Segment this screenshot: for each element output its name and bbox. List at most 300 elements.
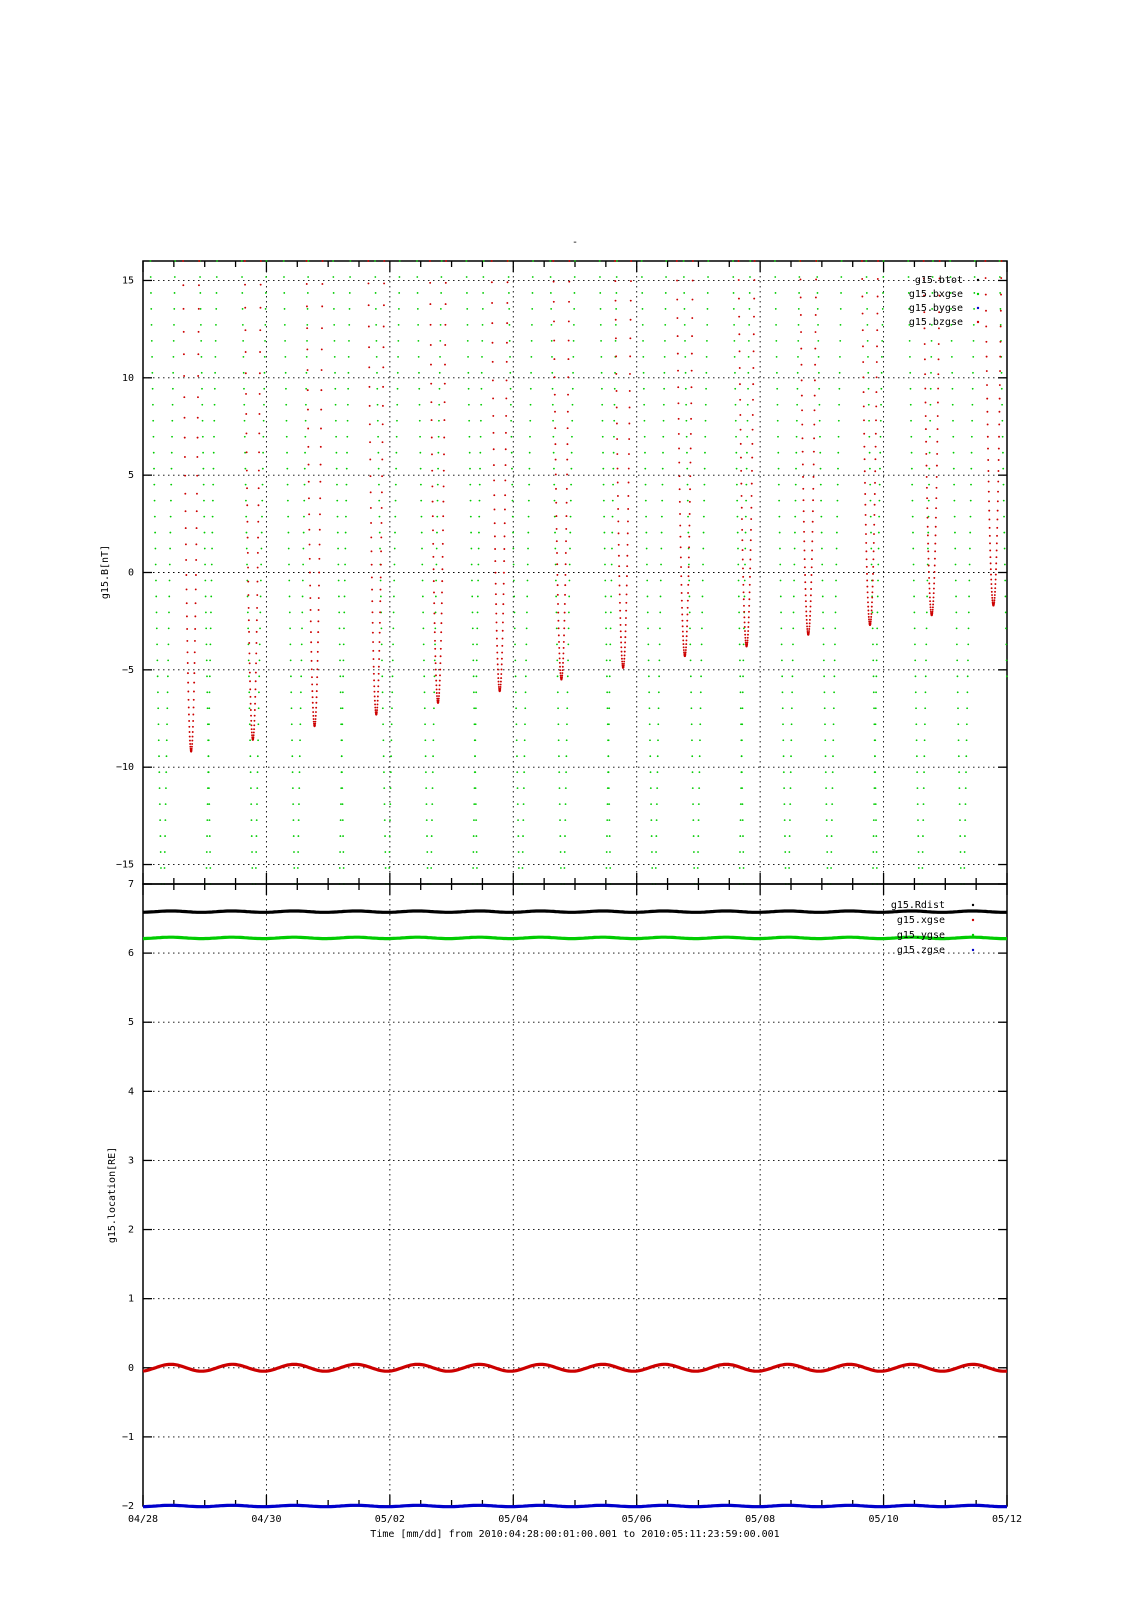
bxgse-point (375, 324, 377, 326)
bzgse-point (554, 427, 556, 429)
bxgse-point (644, 436, 646, 438)
bxgse-point (741, 755, 743, 757)
bzgse-point (369, 459, 371, 461)
bxgse-point (251, 819, 253, 821)
bzgse-point (307, 389, 309, 391)
bzgse-point (568, 260, 570, 262)
bxgse-point (516, 739, 518, 741)
bxgse-point (558, 771, 560, 773)
bxgse-point (914, 659, 916, 661)
bzgse-point (872, 586, 874, 588)
bzgse-point (740, 443, 742, 445)
bxgse-point (344, 580, 346, 582)
bxgse-point (603, 500, 605, 502)
bxgse-point (173, 308, 175, 310)
bxgse-point (839, 340, 841, 342)
bzgse-point (434, 655, 436, 657)
bzgse-point (317, 620, 319, 622)
bzgse-point (741, 539, 743, 541)
bzgse-point (811, 558, 813, 560)
bxgse-point (882, 324, 884, 326)
bxgse-point (734, 356, 736, 358)
bzgse-point (188, 707, 190, 709)
bxgse-point (647, 628, 649, 630)
bxgse-point (735, 436, 737, 438)
bzgse-point (430, 344, 432, 346)
bxgse-point (927, 548, 929, 550)
bxgse-point (397, 388, 399, 390)
bzgse-point (504, 535, 506, 537)
bzgse-point (623, 665, 625, 667)
bxgse-point (349, 292, 351, 294)
panel2-ytick-label: 5 (127, 1017, 134, 1029)
bxgse-point (159, 803, 161, 805)
bxgse-point (742, 707, 744, 709)
bxgse-point (343, 612, 345, 614)
bxgse-point (737, 548, 739, 550)
bzgse-point (491, 302, 493, 304)
bzgse-point (748, 598, 750, 600)
bzgse-point (615, 300, 617, 302)
bzgse-point (441, 580, 443, 582)
bzgse-point (244, 284, 246, 286)
bxgse-point (817, 292, 819, 294)
bzgse-point (751, 483, 753, 485)
bxgse-point (698, 787, 700, 789)
bzgse-point (376, 711, 378, 713)
bzgse-point (749, 559, 751, 561)
bzgse-point (813, 424, 815, 426)
bxgse-point (480, 436, 482, 438)
bzgse-point (377, 696, 379, 698)
panel2-y-tick-labels (122, 879, 134, 1512)
bzgse-point (379, 632, 381, 634)
bxgse-point (833, 675, 835, 677)
bxgse-point (958, 787, 960, 789)
bzgse-point (677, 370, 679, 372)
bxgse-point (348, 372, 350, 374)
bzgse-point (932, 604, 934, 606)
bzgse-point (803, 540, 805, 542)
bxgse-point (955, 596, 957, 598)
bzgse-point (493, 432, 495, 434)
bxgse-point (431, 819, 433, 821)
bxgse-point (157, 691, 159, 693)
bzgse-point (689, 513, 691, 515)
bxgse-point (293, 835, 295, 837)
bzgse-point (996, 518, 998, 520)
bxgse-point (378, 468, 380, 470)
bxgse-point (418, 388, 420, 390)
legend-marker (972, 949, 974, 951)
bzgse-point (193, 707, 195, 709)
bzgse-point (503, 548, 505, 550)
bxgse-point (780, 580, 782, 582)
bzgse-point (626, 575, 628, 577)
bzgse-point (245, 393, 247, 395)
bxgse-point (867, 340, 869, 342)
bxgse-point (874, 771, 876, 773)
bxgse-point (434, 628, 436, 630)
bxgse-point (817, 324, 819, 326)
bzgse-point (183, 331, 185, 333)
bxgse-point (606, 691, 608, 693)
bxgse-point (924, 707, 926, 709)
bxgse-point (964, 819, 966, 821)
bzgse-point (439, 669, 441, 671)
bzgse-point (377, 685, 379, 687)
bxgse-point (614, 404, 616, 406)
bzgse-point (568, 320, 570, 322)
bxgse-point (739, 659, 741, 661)
bxgse-point (658, 659, 660, 661)
bxgse-point (868, 404, 870, 406)
series-line (143, 911, 1007, 912)
bxgse-point (337, 548, 339, 550)
bxgse-point (205, 612, 207, 614)
bxgse-point (265, 308, 267, 310)
bxgse-point (875, 819, 877, 821)
bxgse-point (338, 580, 340, 582)
bzgse-point (990, 583, 992, 585)
bxgse-point (481, 356, 483, 358)
bxgse-point (203, 484, 205, 486)
bxgse-point (420, 500, 422, 502)
bxgse-point (476, 628, 478, 630)
bzgse-point (372, 611, 374, 613)
bxgse-point (913, 580, 915, 582)
bxgse-point (926, 612, 928, 614)
bxgse-point (774, 260, 776, 262)
bxgse-point (173, 356, 175, 358)
bxgse-point (599, 276, 601, 278)
bzgse-point (690, 418, 692, 420)
bxgse-point (683, 292, 685, 294)
bzgse-point (871, 601, 873, 603)
bzgse-point (750, 529, 752, 531)
bxgse-point (243, 388, 245, 390)
bzgse-point (430, 324, 432, 326)
bxgse-point (930, 404, 932, 406)
bxgse-point (550, 276, 552, 278)
bzgse-point (432, 556, 434, 558)
bxgse-point (564, 819, 566, 821)
bzgse-point (988, 500, 990, 502)
bzgse-point (555, 459, 557, 461)
bxgse-point (214, 372, 216, 374)
bzgse-point (680, 546, 682, 548)
bxgse-point (821, 564, 823, 566)
bxgse-point (341, 723, 343, 725)
bxgse-point (793, 612, 795, 614)
bxgse-point (333, 292, 335, 294)
bxgse-point (775, 340, 777, 342)
bzgse-point (740, 483, 742, 485)
bxgse-point (426, 835, 428, 837)
bzgse-point (559, 662, 561, 664)
bzgse-point (691, 317, 693, 319)
legend-marker (972, 919, 974, 921)
bxgse-point (523, 771, 525, 773)
bzgse-point (444, 364, 446, 366)
bzgse-point (183, 396, 185, 398)
bzgse-point (552, 260, 554, 262)
bxgse-point (565, 787, 567, 789)
bxgse-point (346, 484, 348, 486)
bxgse-point (474, 739, 476, 741)
bxgse-point (554, 532, 556, 534)
bxgse-point (384, 835, 386, 837)
bxgse-point (926, 596, 928, 598)
bzgse-point (500, 681, 502, 683)
bxgse-point (288, 564, 290, 566)
bzgse-point (556, 563, 558, 565)
bxgse-point (204, 548, 206, 550)
bxgse-point (382, 707, 384, 709)
bxgse-point (342, 851, 344, 853)
bzgse-point (690, 448, 692, 450)
bxgse-point (662, 436, 664, 438)
bxgse-point (822, 596, 824, 598)
bxgse-point (512, 500, 514, 502)
bxgse-point (615, 308, 617, 310)
bxgse-point (342, 819, 344, 821)
bxgse-point (926, 580, 928, 582)
bxgse-point (739, 643, 741, 645)
bzgse-point (440, 631, 442, 633)
bzgse-point (863, 446, 865, 448)
bzgse-point (687, 614, 689, 616)
bzgse-point (628, 453, 630, 455)
bzgse-point (738, 316, 740, 318)
bzgse-point (985, 341, 987, 343)
bzgse-point (997, 510, 999, 512)
bzgse-point (432, 529, 434, 531)
bxgse-point (570, 516, 572, 518)
bzgse-point (308, 464, 310, 466)
bxgse-point (824, 691, 826, 693)
bzgse-point (929, 592, 931, 594)
bzgse-point (491, 322, 493, 324)
bzgse-point (372, 641, 374, 643)
bxgse-point (476, 867, 478, 869)
bxgse-point (740, 803, 742, 805)
bzgse-point (316, 668, 318, 670)
bzgse-point (319, 544, 321, 546)
bzgse-point (435, 674, 437, 676)
bzgse-point (566, 443, 568, 445)
bzgse-point (496, 638, 498, 640)
bzgse-point (370, 491, 372, 493)
bzgse-point (752, 429, 754, 431)
bzgse-point (566, 488, 568, 490)
bxgse-point (529, 436, 531, 438)
bzgse-point (933, 592, 935, 594)
bxgse-point (531, 340, 533, 342)
bzgse-point (444, 344, 446, 346)
bxgse-point (392, 643, 394, 645)
bzgse-point (680, 584, 682, 586)
bxgse-point (929, 452, 931, 454)
bxgse-point (201, 404, 203, 406)
bxgse-point (736, 468, 738, 470)
bzgse-point (311, 668, 313, 670)
bzgse-point (938, 358, 940, 360)
bxgse-point (684, 340, 686, 342)
bxgse-point (151, 356, 153, 358)
bxgse-point (559, 803, 561, 805)
bxgse-point (335, 436, 337, 438)
bxgse-point (555, 580, 557, 582)
bzgse-point (371, 550, 373, 552)
bzgse-point (501, 663, 503, 665)
bxgse-point (909, 340, 911, 342)
bxgse-point (742, 803, 744, 805)
bxgse-point (210, 612, 212, 614)
bxgse-point (293, 819, 295, 821)
bzgse-point (434, 640, 436, 642)
bzgse-point (814, 409, 816, 411)
bzgse-point (926, 476, 928, 478)
bxgse-point (427, 867, 429, 869)
bzgse-point (619, 585, 621, 587)
bxgse-point (650, 819, 652, 821)
bzgse-point (311, 676, 313, 678)
bxgse-point (837, 500, 839, 502)
bxgse-point (419, 420, 421, 422)
bzgse-point (876, 361, 878, 363)
bzgse-point (259, 393, 261, 395)
bxgse-point (608, 803, 610, 805)
bxgse-point (951, 372, 953, 374)
bxgse-point (286, 420, 288, 422)
bzgse-point (747, 630, 749, 632)
bzgse-point (198, 260, 200, 262)
bxgse-point (524, 755, 526, 757)
bzgse-point (496, 621, 498, 623)
bxgse-point (1006, 675, 1008, 677)
bxgse-point (613, 420, 615, 422)
bxgse-point (256, 819, 258, 821)
bzgse-point (379, 600, 381, 602)
bzgse-point (873, 524, 875, 526)
bxgse-point (475, 707, 477, 709)
bxgse-point (607, 787, 609, 789)
bxgse-point (257, 755, 259, 757)
bxgse-point (526, 628, 528, 630)
bzgse-point (614, 260, 616, 262)
bzgse-point (627, 544, 629, 546)
bxgse-point (873, 819, 875, 821)
bzgse-point (803, 521, 805, 523)
bxgse-point (172, 388, 174, 390)
bxgse-point (390, 787, 392, 789)
bxgse-point (789, 819, 791, 821)
bzgse-point (186, 640, 188, 642)
bzgse-point (874, 470, 876, 472)
bzgse-point (368, 282, 370, 284)
bxgse-point (430, 867, 432, 869)
bxgse-point (302, 580, 304, 582)
bxgse-point (468, 404, 470, 406)
bxgse-point (883, 260, 885, 262)
bxgse-point (739, 675, 741, 677)
bzgse-point (628, 482, 630, 484)
bxgse-point (508, 276, 510, 278)
bxgse-point (881, 356, 883, 358)
bxgse-point (210, 596, 212, 598)
bxgse-point (165, 803, 167, 805)
bzgse-point (988, 518, 990, 520)
bzgse-point (568, 340, 570, 342)
bzgse-point (744, 637, 746, 639)
bxgse-point (527, 548, 529, 550)
bxgse-point (289, 596, 291, 598)
bxgse-point (205, 596, 207, 598)
bxgse-point (153, 436, 155, 438)
bxgse-point (611, 548, 613, 550)
bxgse-point (261, 532, 263, 534)
bzgse-point (936, 453, 938, 455)
bzgse-point (679, 525, 681, 527)
bxgse-point (300, 675, 302, 677)
bzgse-point (189, 736, 191, 738)
bzgse-point (314, 721, 316, 723)
bzgse-point (492, 361, 494, 363)
bxgse-point (522, 851, 524, 853)
bxgse-point (388, 867, 390, 869)
bzgse-point (561, 674, 563, 676)
bxgse-point (602, 420, 604, 422)
bzgse-point (565, 540, 567, 542)
bxgse-point (795, 452, 797, 454)
bxgse-point (169, 564, 171, 566)
bxgse-point (613, 436, 615, 438)
bxgse-point (820, 516, 822, 518)
bzgse-point (383, 260, 385, 262)
bxgse-point (869, 452, 871, 454)
bzgse-point (307, 409, 309, 411)
bxgse-point (701, 643, 703, 645)
bzgse-point (804, 581, 806, 583)
legend-marker (977, 279, 979, 281)
bxgse-point (661, 532, 663, 534)
bxgse-point (169, 548, 171, 550)
bxgse-point (264, 372, 266, 374)
bzgse-point (439, 684, 441, 686)
bxgse-point (1004, 580, 1006, 582)
bxgse-point (928, 500, 930, 502)
bzgse-point (493, 479, 495, 481)
bxgse-point (835, 564, 837, 566)
bzgse-point (245, 351, 247, 353)
bxgse-point (780, 612, 782, 614)
bxgse-point (376, 356, 378, 358)
bxgse-point (250, 787, 252, 789)
bxgse-point (572, 388, 574, 390)
bzgse-point (624, 636, 626, 638)
bxgse-point (911, 484, 913, 486)
legend-label: g15.zgse (896, 945, 945, 956)
bxgse-point (909, 372, 911, 374)
bzgse-point (382, 423, 384, 425)
bxgse-point (334, 356, 336, 358)
bxgse-point (926, 628, 928, 630)
bzgse-point (742, 576, 744, 578)
bzgse-point (317, 641, 319, 643)
bxgse-point (471, 596, 473, 598)
bxgse-point (555, 564, 557, 566)
